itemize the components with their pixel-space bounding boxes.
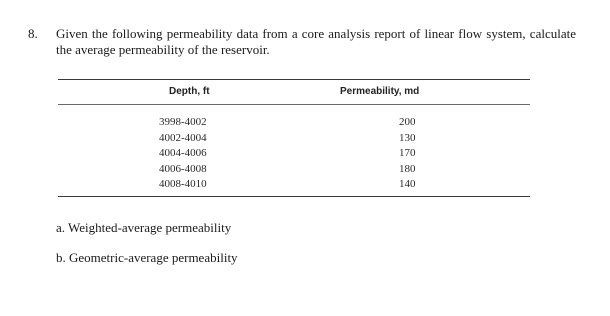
subquestion-b: b. Geometric-average permeability <box>56 250 238 265</box>
depth-column <box>159 115 207 193</box>
permeability-cell: 200 <box>399 116 416 128</box>
depth-column-header: Depth, ft <box>169 86 210 97</box>
permeability-column-header: Permeability, md <box>340 86 420 97</box>
table-bottom-rule <box>58 196 530 197</box>
depth-cell: 4002-4004 <box>159 131 207 144</box>
permeability-column <box>399 115 416 193</box>
subquestion-a: a. Weighted-average permeability <box>56 220 232 235</box>
permeability-cell: 170 <box>399 147 416 159</box>
permeability-cell: 140 <box>399 178 416 190</box>
table-header-rule <box>58 104 530 105</box>
depth-cell: 4006-4008 <box>159 162 207 175</box>
depth-cell: 4004-4006 <box>159 147 207 159</box>
table-top-rule <box>58 79 530 80</box>
question-number: 8. <box>28 26 38 41</box>
depth-cell: 4008-4010 <box>159 178 207 190</box>
question-text: Given the following permeability data from a core analysis report of linear flow system, calculate the average permeability of the reservoir. <box>56 26 576 57</box>
permeability-cell: 180 <box>399 162 416 175</box>
depth-cell: 3998-4002 <box>159 116 207 128</box>
permeability-cell: 130 <box>399 131 416 144</box>
